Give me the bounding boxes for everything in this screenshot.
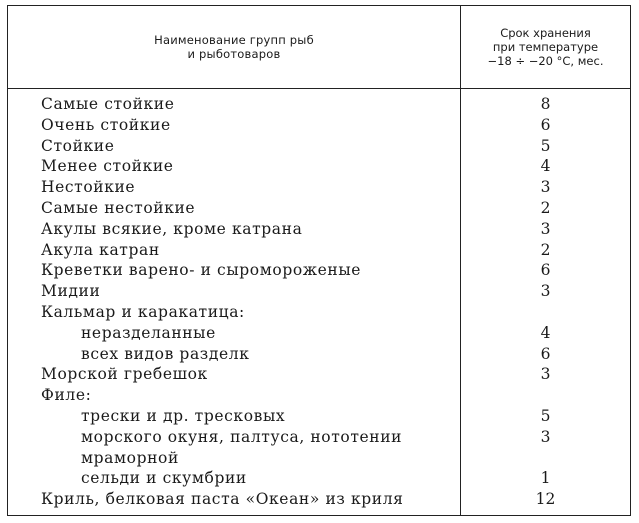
table-row [8,281,630,302]
row-name: Самые стойкие [41,95,175,113]
table-row [8,364,630,385]
row-name: Кальмар и каракатица: [41,302,245,321]
row-storage-months: 1 [540,469,551,488]
header-group-name-line1: Наименование групп рыб [154,33,314,47]
header-storage-term-line1: Срок хранения [500,26,591,40]
row-name: Очень стойкие [41,115,171,134]
row-name: Криль, белковая паста «Океан» из криля [41,490,404,509]
row-storage-months: 4 [540,323,551,342]
row-name: всех видов разделк [81,344,250,363]
header-storage-term [461,6,630,88]
table-row [8,219,630,240]
table-row [8,406,630,427]
row-storage-months: 3 [540,427,551,446]
table-row [8,427,630,448]
table-row [8,344,630,365]
row-storage-months: 3 [540,219,551,238]
row-name: сельди и скумбрии [81,469,247,488]
header-storage-term-line2: при температуре [492,40,599,54]
table-row [8,323,630,344]
table-header [8,6,630,89]
header-group-name-line2: и рыботоваров [187,47,281,61]
row-storage-months: 5 [540,406,551,425]
table-body [8,94,630,510]
table-row [8,136,630,157]
row-name: трески и др. тресковых [81,406,286,425]
row-name: морского окуня, палтуса, нототении [81,427,403,446]
row-storage-months: 3 [540,365,551,384]
header-storage-term-line3: −18 ÷ −20 °С, мес. [487,54,604,68]
row-name: Акула катран [41,240,160,259]
table-row [8,302,630,323]
table-row [8,448,630,469]
row-name: неразделанные [81,323,216,342]
table-row [8,198,630,219]
row-storage-months: 6 [540,115,551,134]
table-row [8,489,630,510]
row-name: Мидии [41,282,101,301]
row-storage-months: 3 [540,282,551,301]
header-group-name [8,6,460,88]
row-storage-months: 3 [540,178,551,197]
row-name: Стойкие [41,136,115,155]
row-storage-months: 2 [540,240,551,259]
row-storage-months: 6 [540,261,551,280]
row-storage-months: 12 [535,490,556,509]
row-storage-months: 8 [540,95,551,113]
row-name: Самые нестойкие [41,198,196,217]
row-name: Нестойкие [41,178,136,197]
row-storage-months: 5 [540,136,551,155]
table-row [8,115,630,136]
table-row [8,240,630,261]
row-name: мраморной [81,448,179,467]
table-row [8,94,630,115]
row-storage-months: 6 [540,344,551,363]
storage-table [7,5,631,516]
row-storage-months: 4 [540,157,551,176]
table-row [8,156,630,177]
row-name: Менее стойкие [41,157,174,176]
table-row [8,177,630,198]
table-row [8,468,630,489]
table-row [8,260,630,281]
row-storage-months: 2 [540,198,551,217]
row-name: Акулы всякие, кроме катрана [41,219,303,238]
row-name: Креветки варено- и сыромороженые [41,261,362,280]
row-name: Морской гребешок [41,365,208,384]
table-row [8,385,630,406]
row-name: Филе: [41,386,92,405]
